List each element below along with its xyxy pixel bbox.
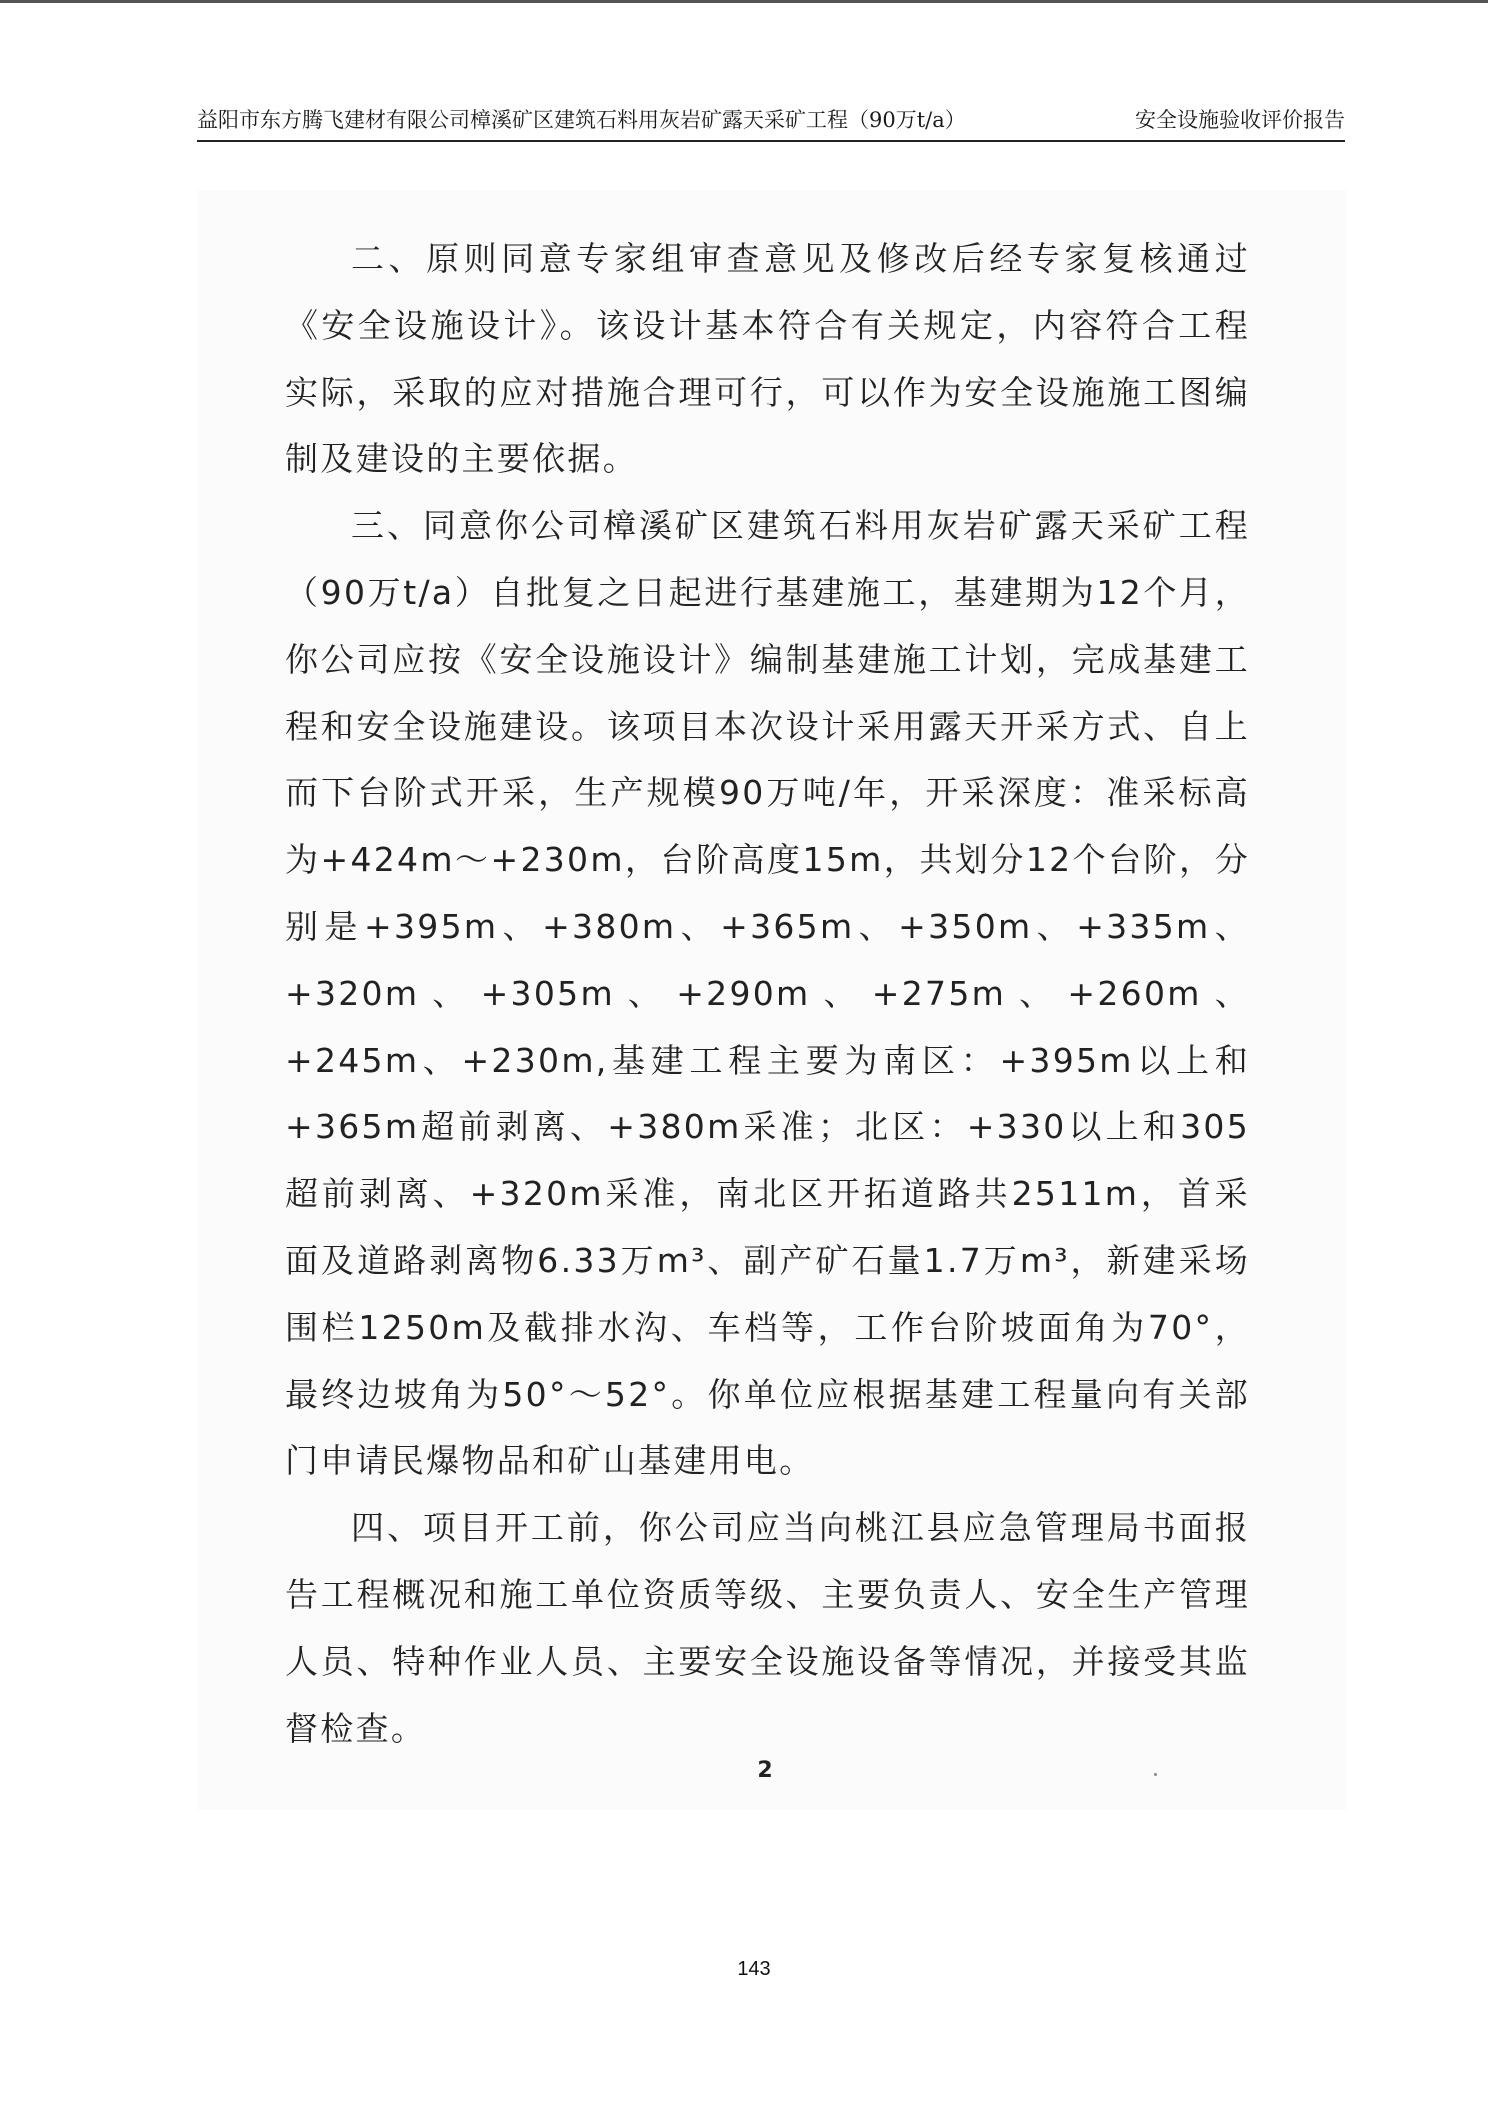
paragraph-3-construction-approval: 三、同意你公司樟溪矿区建筑石料用灰岩矿露天采矿工程（90万t/a）自批复之日起进行基建施工，基建期为12个月，你公司应按《安全设施设计》编制基建施工计划，完成基建工程和安全设施建设。该项目本次设计采用露天开采方式、自上而下台阶式开采，生产规模90万吨/年，开采深度：准采标高为+424m～+230m，台阶高度15m，共划分12个台阶，分别是+395m、+380m、+365m、+350m、+335m、+320m、+305m、+290m、+275m、+260m、+245m、+230m,基建工程主要为南区：+395m以上和+365m超前剥离、+380m采准；北区：+330以上和305超前剥离、+320m采准，南北区开拓道路共2511m，首采面及道路剥离物6.33万m³、副产矿石量1.7万m³，新建采场围栏1250m及截排水沟、车档等，工作台阶坡面角为70°，最终边坡角为50°～52°。你单位应根据基建工程量向有关部门申请民爆物品和矿山基建用电。 <box>285 506 1250 1481</box>
header-report-title: 安全设施验收评价报告 <box>1135 108 1345 132</box>
scan-page-number: 2 <box>757 1758 773 1783</box>
page-number: 143 <box>737 1958 771 1980</box>
scan-speck <box>1154 1773 1157 1776</box>
paragraph-4-pre-construction-report: 四、项目开工前，你公司应当向桃江县应急管理局书面报告工程概况和施工单位资质等级、主要负责人、安全生产管理人员、特种作业人员、主要安全设施设备等情况，并接受其监督检查。 <box>285 1508 1250 1748</box>
running-header <box>197 106 1345 142</box>
document-body <box>285 226 1250 1762</box>
paragraph-2-design-approval: 二、原则同意专家组审查意见及修改后经专家复核通过《安全设施设计》。该设计基本符合有关规定，内容符合工程实际，采取的应对措施合理可行，可以作为安全设施施工图编制及建设的主要依据。 <box>285 239 1250 479</box>
top-border-line <box>0 0 1488 3</box>
header-project-title: 益阳市东方腾飞建材有限公司樟溪矿区建筑石料用灰岩矿露天采矿工程（90万t/a） <box>197 108 966 132</box>
